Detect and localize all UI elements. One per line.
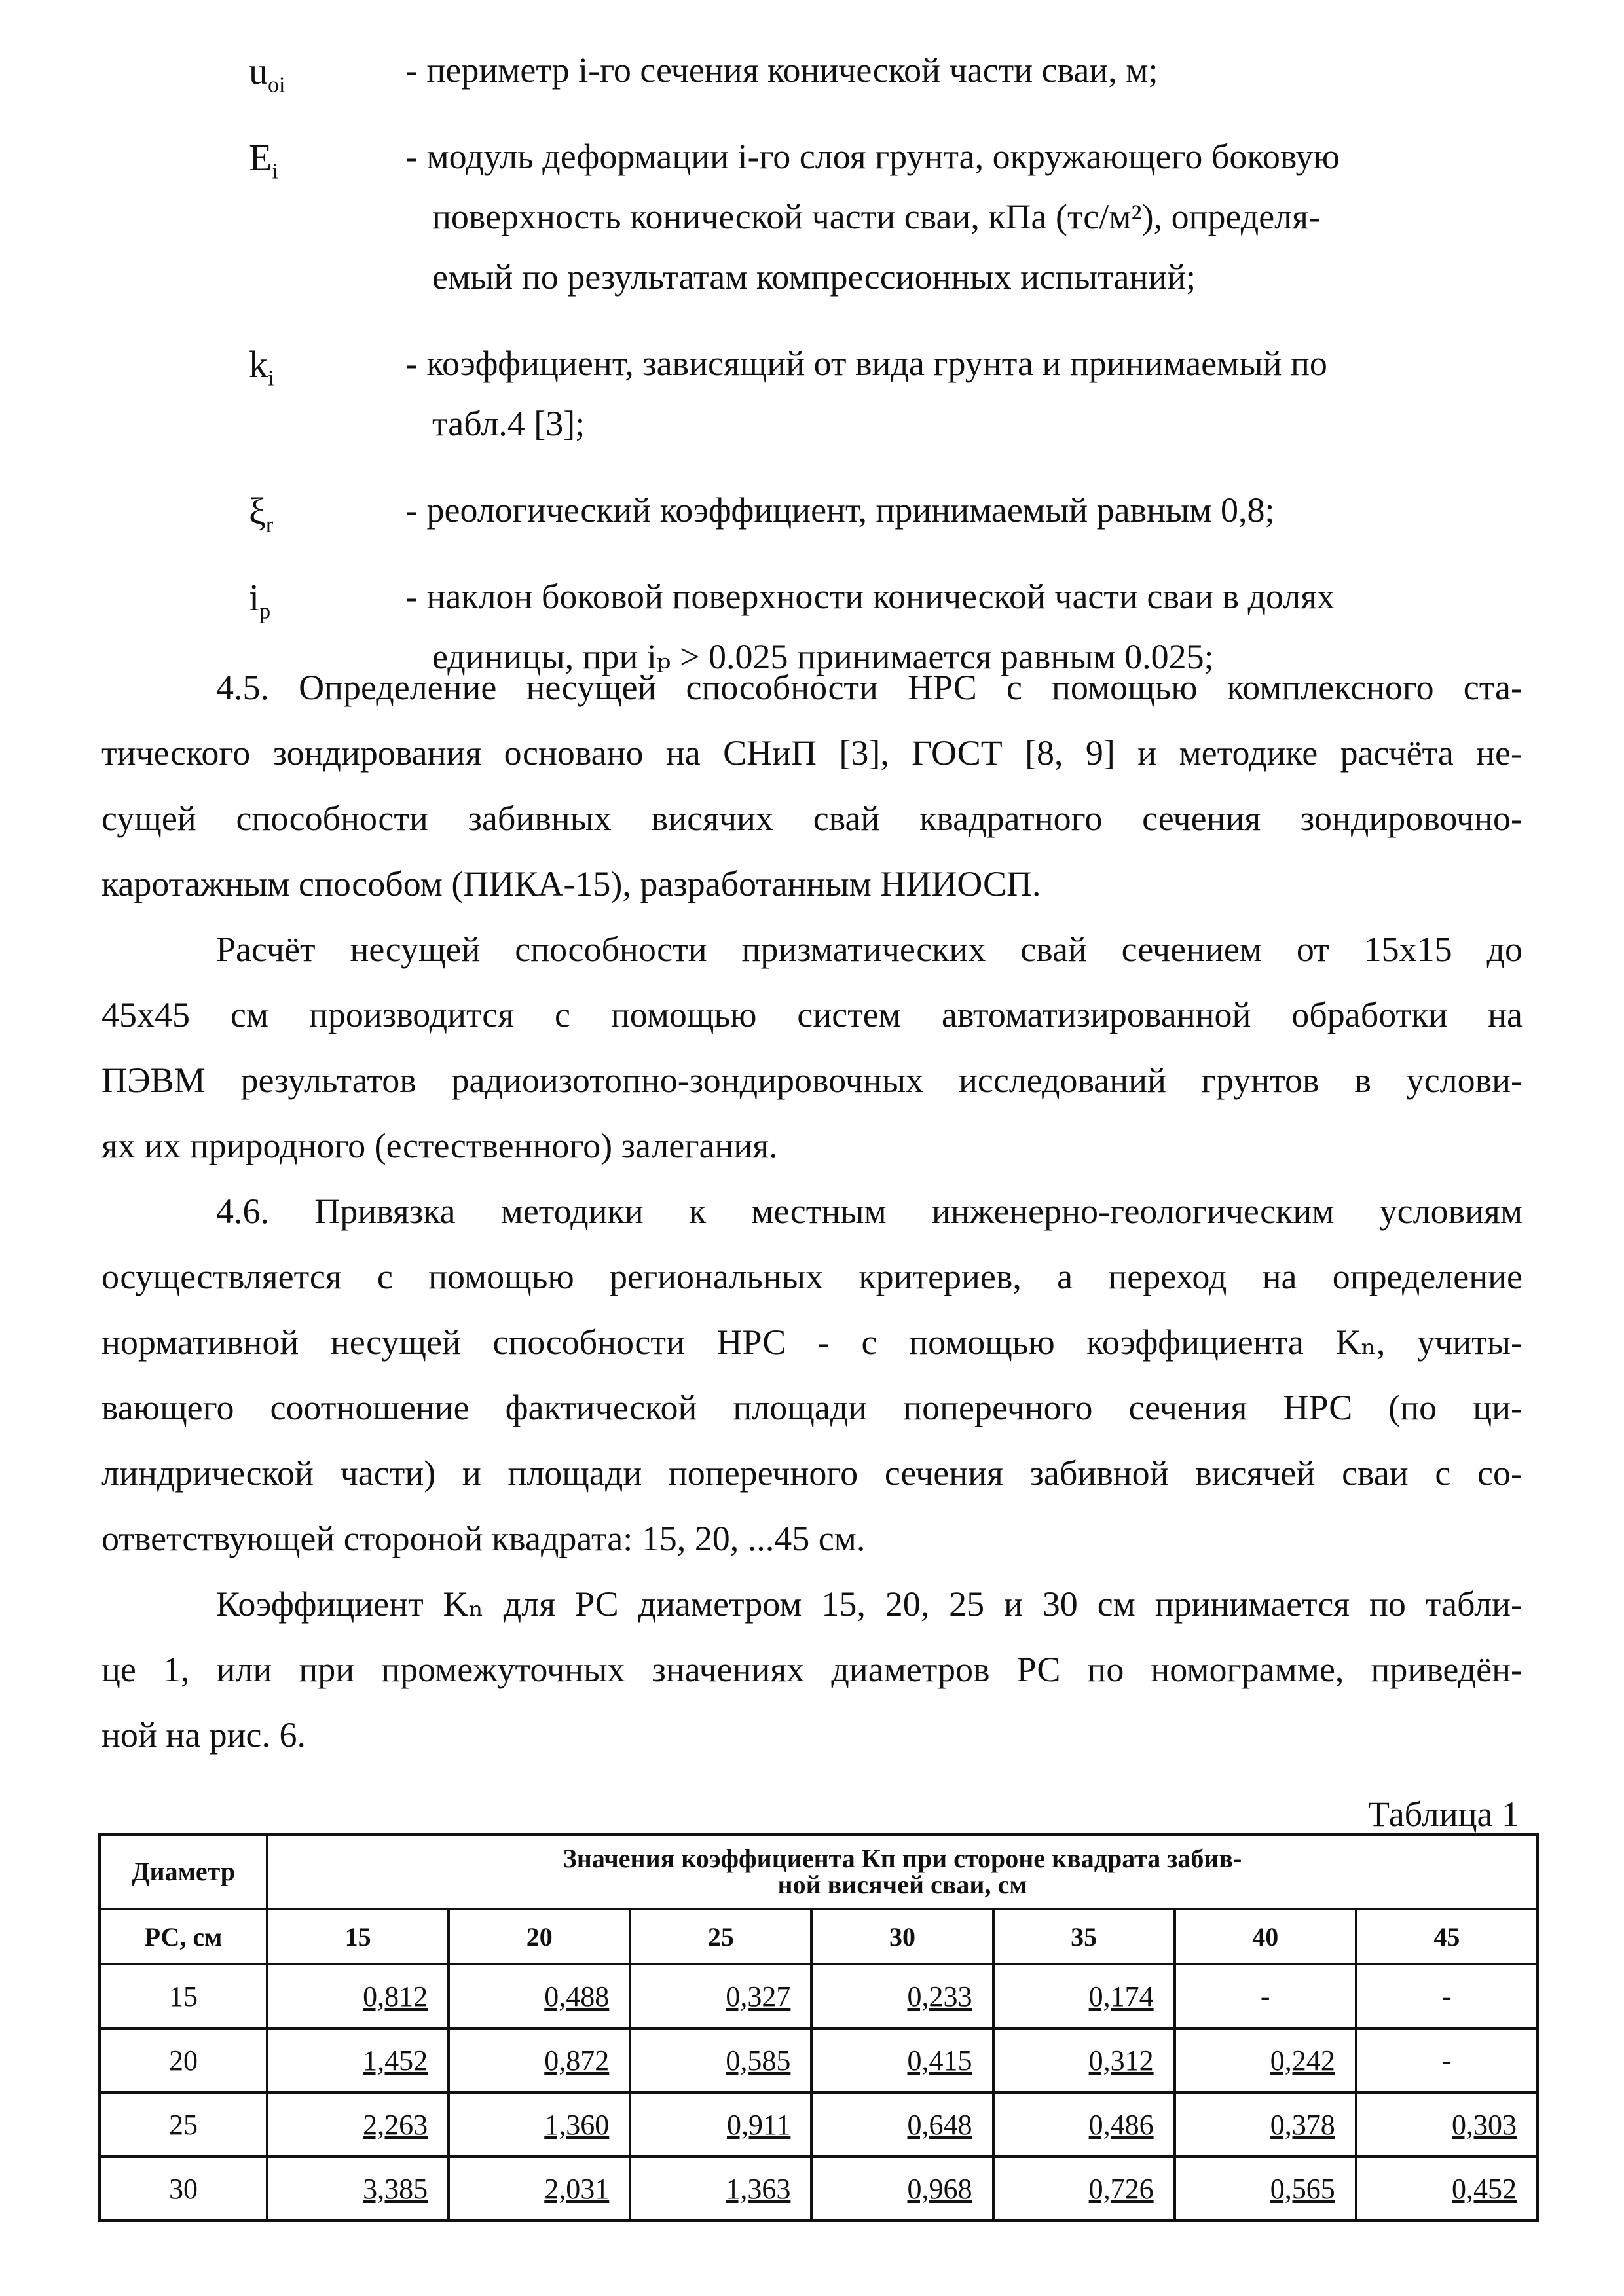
paragraph-line: ной на рис. 6. bbox=[101, 1715, 306, 1755]
definition-text-line: - реологический коэффициент, принимаемый равным 0,8; bbox=[406, 490, 1275, 530]
definition-text-line: - коэффициент, зависящий от вида грунта и принимаемый по bbox=[406, 344, 1327, 383]
table-cell: 0,312 bbox=[993, 2028, 1175, 2092]
paragraph-line: це 1, или при промежуточных значениях диаметров РС по номограмме, приведён- bbox=[101, 1650, 1522, 1689]
definition-symbol bbox=[249, 343, 406, 466]
table-cell: 0,872 bbox=[449, 2028, 630, 2092]
definition-text-line: емый по результатам компрессионных испытаний; bbox=[432, 257, 1196, 297]
paragraph-4-6 bbox=[101, 1178, 1522, 1571]
table-cell: - bbox=[1356, 1964, 1538, 2028]
table-cell: 0,415 bbox=[811, 2028, 993, 2092]
definition-text-line: единицы, при iₚ > 0.025 принимается равным 0.025; bbox=[432, 637, 1214, 676]
paragraph-line: тического зондирования основано на СНиП [3], ГОСТ [8, 9] и методике расчёта не- bbox=[101, 733, 1522, 773]
column-header: 45 bbox=[1356, 1909, 1538, 1964]
kn-table bbox=[98, 1833, 1539, 2222]
table-cell: - bbox=[1175, 1964, 1356, 2028]
paragraph-line: ПЭВМ результатов радиоизотопно-зондировочных исследований грунтов в услови- bbox=[101, 1061, 1522, 1100]
table-cell: 0,565 bbox=[1175, 2157, 1356, 2221]
paragraph-line: осуществляется с помощью региональных критериев, а переход на определение bbox=[101, 1257, 1522, 1296]
paragraph-line: вающего соотношение фактической площади поперечного сечения НРС (по ци- bbox=[101, 1388, 1522, 1427]
paragraph-line: 4.6. Привязка методики к местным инженерно-геологическим условиям bbox=[216, 1192, 1522, 1231]
paragraph-line: Коэффициент Kₙ для РС диаметром 15, 20, 25 и 30 см принимается по табли- bbox=[216, 1584, 1522, 1624]
column-header: 35 bbox=[993, 1909, 1175, 1964]
column-header: 40 bbox=[1175, 1909, 1356, 1964]
paragraph-line: Расчёт несущей способности призматических свай сечением от 15х15 до bbox=[216, 930, 1522, 969]
table-cell: 0,486 bbox=[993, 2092, 1175, 2157]
table-cell: 0,812 bbox=[267, 1964, 449, 2028]
table-cell: 0,452 bbox=[1356, 2157, 1538, 2221]
column-header: 30 bbox=[811, 1909, 993, 1964]
paragraph-line: нормативной несущей способности НРС - с помощью коэффициента Kₙ, учиты- bbox=[101, 1322, 1522, 1362]
symbol-base: i bbox=[249, 576, 260, 619]
definition-symbol bbox=[249, 492, 406, 553]
header-group-line1: Значения коэффициента Кп при стороне квадрата забив- bbox=[563, 1844, 1242, 1873]
header-diameter: Диаметр bbox=[100, 1834, 267, 1909]
table-cell: 0,327 bbox=[630, 1964, 811, 2028]
paragraph-line: 4.5. Определение несущей способности НРС с помощью комплексного ста- bbox=[216, 668, 1522, 707]
definition-item bbox=[249, 52, 1532, 113]
column-header: 25 bbox=[630, 1909, 811, 1964]
paragraph-line: сущей способности забивных висячих свай квадратного сечения зондировочно- bbox=[101, 799, 1522, 838]
table-cell: 0,303 bbox=[1356, 2092, 1538, 2157]
paragraph-4-5 bbox=[101, 655, 1522, 917]
table-row bbox=[100, 2028, 1538, 2092]
symbol-subscript: oi bbox=[268, 73, 286, 98]
definition-item bbox=[249, 136, 1532, 319]
table-cell: 3,385 bbox=[267, 2157, 449, 2221]
definition-text-line: поверхность конической части сваи, кПа (тс/м²), определя- bbox=[432, 197, 1320, 236]
paragraph-line: ответствующей стороной квадрата: 15, 20, ...45 см. bbox=[101, 1519, 866, 1558]
symbol-base: u bbox=[249, 50, 268, 92]
paragraph-line: ях их природного (естественного) залегания. bbox=[101, 1126, 778, 1165]
row-diameter: 25 bbox=[100, 2092, 267, 2157]
paragraph-calc bbox=[101, 917, 1522, 1178]
table-cell: 2,263 bbox=[267, 2092, 449, 2157]
paragraph-line: линдрической части) и площади поперечного сечения забивной висячей сваи с со- bbox=[101, 1453, 1522, 1493]
table-row bbox=[100, 1964, 1538, 2028]
definition-text-line: табл.4 [3]; bbox=[432, 404, 585, 443]
column-header: 20 bbox=[449, 1909, 630, 1964]
table-row bbox=[100, 2157, 1538, 2221]
paragraph-kn bbox=[101, 1571, 1522, 1768]
table-cell: 2,031 bbox=[449, 2157, 630, 2221]
definition-text-line: - модуль деформации i-го слоя грунта, окружающего боковую bbox=[406, 137, 1340, 176]
symbol-base: ξ bbox=[249, 490, 266, 532]
symbol-base: k bbox=[249, 343, 268, 386]
table-cell: 0,726 bbox=[993, 2157, 1175, 2221]
header-diameter-unit: РС, см bbox=[100, 1909, 267, 1964]
table-row bbox=[100, 2092, 1538, 2157]
definition-text-line: - наклон боковой поверхности конической части сваи в долях bbox=[406, 577, 1335, 616]
symbol-subscript: i bbox=[272, 159, 278, 184]
symbol-subscript: r bbox=[265, 513, 274, 538]
column-header: 15 bbox=[267, 1909, 449, 1964]
table-cell: 0,233 bbox=[811, 1964, 993, 2028]
symbol-base: E bbox=[249, 136, 272, 179]
header-group-line2: ной висячей сваи, см bbox=[777, 1870, 1027, 1899]
table-cell: 1,360 bbox=[449, 2092, 630, 2157]
table-cell: 1,363 bbox=[630, 2157, 811, 2221]
table-cell: - bbox=[1356, 2028, 1538, 2092]
definition-text-line: - периметр i-го сечения конической части сваи, м; bbox=[406, 50, 1158, 90]
table-cell: 0,911 bbox=[630, 2092, 811, 2157]
row-diameter: 15 bbox=[100, 1964, 267, 2028]
paragraph-line: каротажным способом (ПИКА-15), разработанным НИИОСП. bbox=[101, 864, 1041, 903]
definition-symbol bbox=[249, 52, 406, 113]
table-cell: 0,968 bbox=[811, 2157, 993, 2221]
symbol-subscript: p bbox=[259, 599, 271, 624]
definition-item bbox=[249, 492, 1532, 553]
definitions-list bbox=[249, 52, 1532, 725]
header-group bbox=[267, 1834, 1538, 1909]
row-diameter: 30 bbox=[100, 2157, 267, 2221]
definition-symbol bbox=[249, 136, 406, 319]
definition-item bbox=[249, 343, 1532, 466]
table-cell: 0,378 bbox=[1175, 2092, 1356, 2157]
table-cell: 0,242 bbox=[1175, 2028, 1356, 2092]
table-cell: 0,488 bbox=[449, 1964, 630, 2028]
table-caption: Таблица 1 bbox=[1368, 1795, 1519, 1834]
table-cell: 0,585 bbox=[630, 2028, 811, 2092]
paragraph-line: 45х45 см производится с помощью систем автоматизированной обработки на bbox=[101, 995, 1522, 1034]
table-cell: 1,452 bbox=[267, 2028, 449, 2092]
symbol-subscript: i bbox=[268, 366, 274, 391]
table-cell: 0,174 bbox=[993, 1964, 1175, 2028]
table-cell: 0,648 bbox=[811, 2092, 993, 2157]
row-diameter: 20 bbox=[100, 2028, 267, 2092]
